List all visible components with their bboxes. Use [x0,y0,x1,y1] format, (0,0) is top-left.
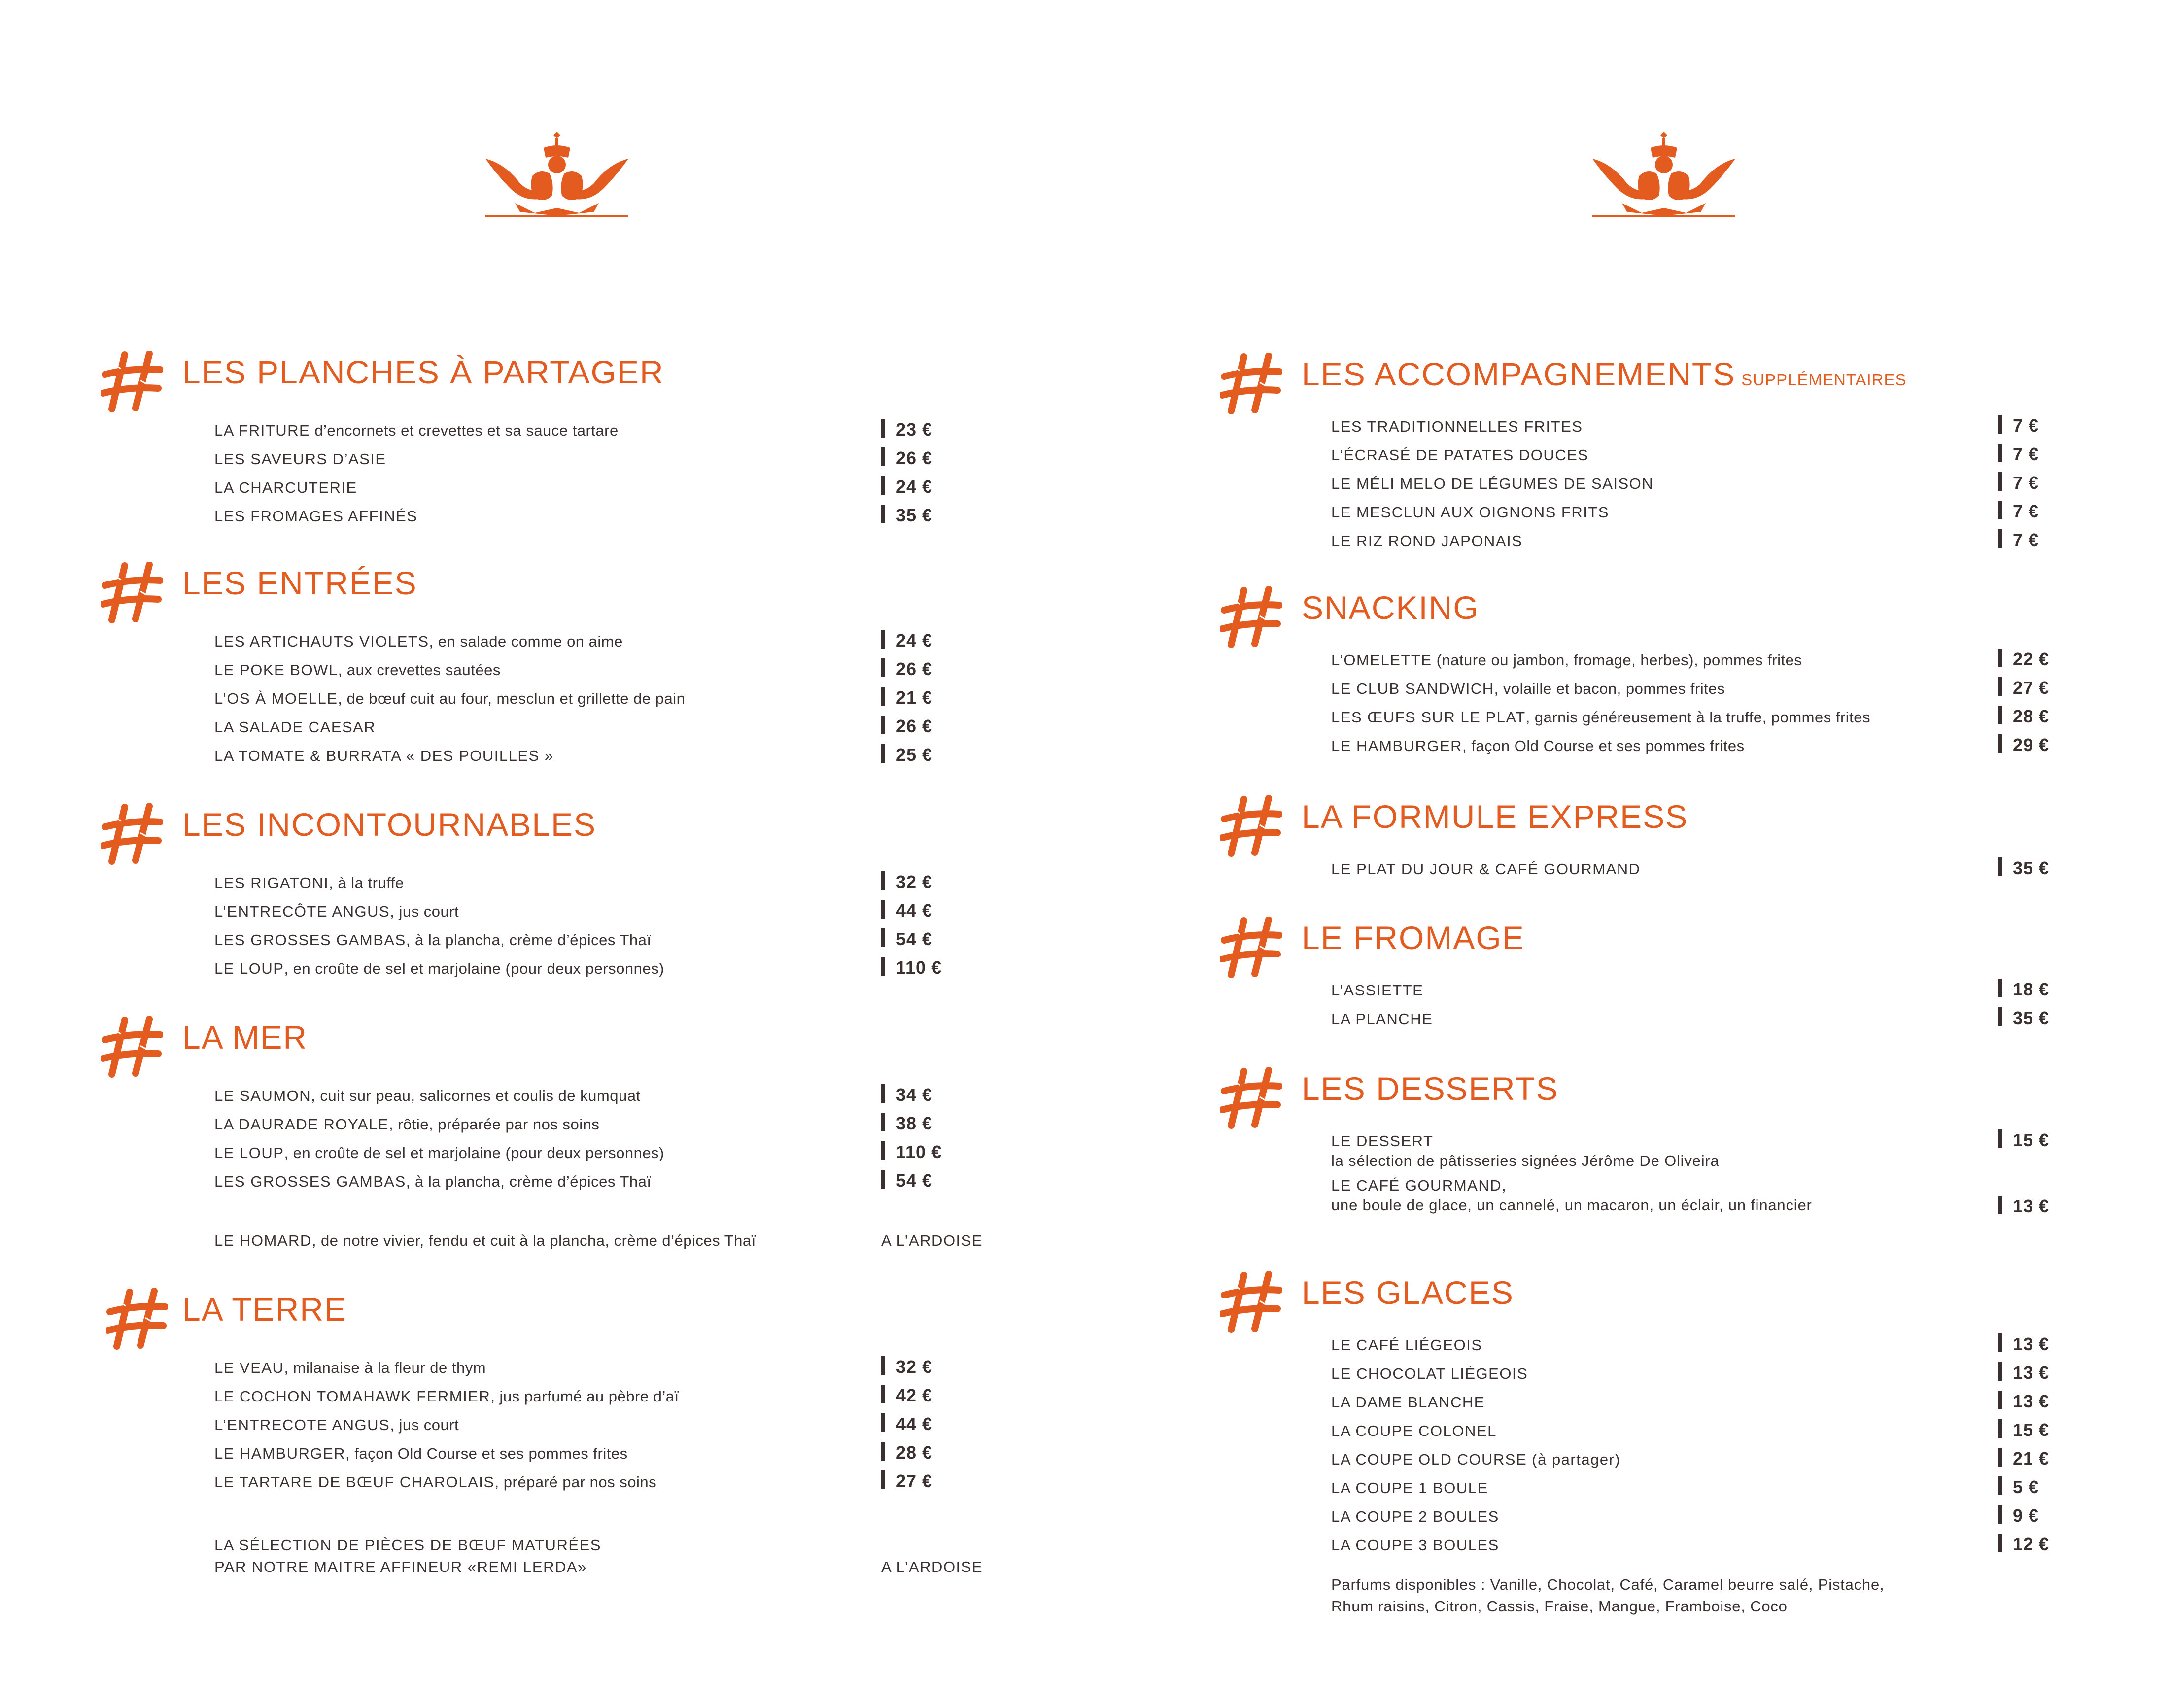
menu-item: L’ENTRECÔTE ANGUS, jus court 44 € [214,900,933,921]
price: 12 € [2013,1534,2050,1554]
section-snacking [1220,586,2169,760]
price: 7 € [2013,473,2039,493]
hashtag-icon [101,351,163,412]
price: 5 € [2013,1477,2039,1497]
menu-item: LES TRADITIONNELLES FRITES 7 € [1331,415,2039,436]
menu-item: LES SAVEURS D’ASIE 26 € [214,448,933,468]
price: 13 € [2013,1363,2050,1383]
section-header [1220,586,2169,646]
menu-item: L’ENTRECOTE ANGUS, jus court 44 € [214,1414,933,1434]
menu-item: LE CAFÉ GOURMAND, une boule de glace, un cannelé, un macaron, un éclair, un financier 13 € [1331,1177,2050,1216]
price: 7 € [2013,444,2039,464]
menu-item: LE SAUMON, cuit sur peau, salicornes et coulis de kumquat 34 € [214,1085,933,1105]
price: 28 € [896,1442,933,1463]
price: 26 € [896,716,933,736]
section-header [1220,1271,2169,1331]
menu-item: LA COUPE 2 BOULES 9 € [1331,1505,2039,1526]
menu-item: LES GROSSES GAMBAS, à la plancha, crème d’épices Thaï 54 € [214,1170,933,1191]
hashtag-icon [1220,917,1282,978]
price: 35 € [2013,1008,2050,1028]
menu-item: LES ARTICHAUTS VIOLETS, en salade comme on aime 24 € [214,630,933,650]
price: 28 € [2013,706,2050,726]
item-list [1331,646,2169,760]
menu-item: LA DAURADE ROYALE, rôtie, préparée par nos soins 38 € [214,1113,933,1133]
item-list [1331,412,2169,555]
menu-item: LE VEAU, milanaise à la fleur de thym 32 € [214,1357,933,1377]
price: 44 € [896,1414,933,1434]
menu-item: LA COUPE COLONEL 15 € [1331,1420,2050,1440]
menu-item: LA DAME BLANCHE 13 € [1331,1391,2050,1411]
menu-item-homard: LE HOMARD, de notre vivier, fendu et cuit à la plancha, crème d’épices Thaï A L’ARDOISE [214,1232,983,1249]
price: 23 € [896,419,933,440]
price: 27 € [2013,678,2050,698]
price: 7 € [2013,530,2039,550]
price: 35 € [896,505,933,525]
item-list [1331,854,2169,883]
menu-item: LA TOMATE & BURRATA « DES POUILLES » 25 € [214,745,933,765]
menu-item: LE MÉLI MELO DE LÉGUMES DE SAISON 7 € [1331,473,2039,493]
price: 34 € [896,1085,933,1105]
section-desserts [1220,1067,2169,1215]
section-formule-express [1220,795,2169,883]
price: 7 € [2013,415,2039,436]
menu-item: LES FROMAGES AFFINÉS 35 € [214,505,933,525]
price: 21 € [2013,1448,2050,1469]
price: 29 € [2013,735,2050,755]
hashtag-icon [101,803,163,865]
section-title: LA FORMULE EXPRESS [1302,798,1688,835]
section-title: LA MER [182,1019,308,1056]
section-title: LES INCONTOURNABLES [182,806,596,843]
item-description: la sélection de pâtisseries signées Jérôme De Oliveira [1331,1152,1720,1169]
flavours-note: Parfums disponibles : Vanille, Chocolat, Café, Caramel beurre salé, Pistache, Rhum raisins, Citron, Cassis, Fraise, Mangue, Framboise, Coco [1331,1576,1885,1615]
section-header [1220,1067,2169,1127]
menu-item: LE DESSERT la sélection de pâtisseries signées Jérôme De Oliveira 15 € [1331,1130,2050,1169]
crest-logo [1592,129,1735,218]
price-ardoise: A L’ARDOISE [881,1558,983,1575]
section-header [1220,795,2169,854]
price: 13 € [2013,1196,2050,1216]
menu-item: LA COUPE OLD COURSE (à partager) 21 € [1331,1448,2050,1469]
item-list [214,416,1052,530]
price: 13 € [2013,1334,2050,1354]
menu-item: LA FRITURE d’encornets et crevettes et sa sauce tartare 23 € [214,419,933,440]
menu-item: LE MESCLUN AUX OIGNONS FRITS 7 € [1331,501,2039,521]
menu-item: LA CHARCUTERIE 24 € [214,477,933,497]
section-header [101,803,1052,862]
price: 24 € [896,630,933,650]
item-list [1331,976,2169,1033]
section-header [1220,353,2169,412]
menu-item: LE TARTARE DE BŒUF CHAROLAIS, préparé par nos soins 27 € [214,1471,933,1491]
price: 22 € [2013,649,2050,669]
price: 54 € [896,1170,933,1191]
price: 42 € [896,1385,933,1405]
menu-item: LA COUPE 3 BOULES 12 € [1331,1534,2050,1554]
menu-item: L’OS À MOELLE, de bœuf cuit au four, mesclun et grillette de pain 21 € [214,687,933,708]
item-description: une boule de glace, un cannelé, un macaron, un éclair, un financier [1331,1196,1812,1214]
menu-item: LE CLUB SANDWICH, volaille et bacon, pommes frites 27 € [1331,678,2050,698]
menu-item: LES RIGATONI, à la truffe 32 € [214,872,933,892]
right-page [1085,0,2170,1708]
section-title: LES GLACES [1302,1274,1514,1311]
price: 13 € [2013,1391,2050,1411]
item-list [214,627,1052,770]
section-fromage [1220,917,2169,1033]
price: 38 € [896,1113,933,1133]
menu-item: LES GROSSES GAMBAS, à la plancha, crème d’épices Thaï 54 € [214,929,933,949]
hashtag-icon [106,1288,168,1350]
section-header [1220,917,2169,976]
menu-item: LE COCHON TOMAHAWK FERMIER, jus parfumé au pèbre d’aï 42 € [214,1385,933,1405]
hashtag-icon [1220,1067,1282,1129]
section-title: LES ACCOMPAGNEMENTS SUPPLÉMENTAIRES [1302,356,1907,392]
price: 110 € [896,1142,942,1162]
price: 25 € [896,745,933,765]
menu-item: L’ASSIETTE 18 € [1331,979,2050,999]
item-list [1331,1331,2169,1617]
price: 26 € [896,659,933,679]
hashtag-icon [1220,1271,1282,1333]
item-list [214,1353,1052,1585]
price: 44 € [896,900,933,921]
menu-item: LE PLAT DU JOUR & CAFÉ GOURMAND 35 € [1331,858,2050,878]
hashtag-icon [1220,586,1282,648]
section-title: LA TERRE [182,1291,347,1328]
hashtag-icon [101,1016,163,1078]
section-title: SNACKING [1302,589,1480,626]
menu-item: LE CHOCOLAT LIÉGEOIS 13 € [1331,1363,2050,1383]
menu-item: LA SALADE CAESAR 26 € [214,716,933,736]
crest-logo [485,129,628,218]
price: 24 € [896,477,933,497]
section-title: LES ENTRÉES [182,565,417,601]
price: 32 € [896,1357,933,1377]
price: 21 € [896,687,933,708]
price: 26 € [896,448,933,468]
section-header [101,562,1052,621]
price: 27 € [896,1471,933,1491]
menu-item: LE LOUP, en croûte de sel et marjolaine (pour deux personnes) 110 € [214,957,942,978]
price: 110 € [896,957,942,978]
hashtag-icon [101,562,163,623]
section-title: LES PLANCHES À PARTAGER [182,354,664,390]
item-list [214,1081,1052,1255]
item-list [214,868,1052,983]
menu-item: LES ŒUFS SUR LE PLAT, garnis généreusement à la truffe, pommes frites 28 € [1331,706,2050,726]
menu-item: L’OMELETTE (nature ou jambon, fromage, herbes), pommes frites 22 € [1331,649,2050,669]
section-header [101,351,1052,410]
price: 9 € [2013,1505,2039,1526]
price: 15 € [2013,1420,2050,1440]
menu-item: LA PLANCHE 35 € [1331,1008,2050,1028]
section-title: LES DESSERTS [1302,1070,1559,1107]
price: 54 € [896,929,933,949]
price: 32 € [896,872,933,892]
price: 7 € [2013,501,2039,521]
section-accompagnements [1220,353,2169,555]
menu-item: LE CAFÉ LIÉGEOIS 13 € [1331,1334,2050,1354]
menu-item: LE RIZ ROND JAPONAIS 7 € [1331,530,2039,550]
price: 18 € [2013,979,2050,999]
section-terre [106,1288,1052,1585]
section-header [101,1016,1052,1075]
price-ardoise: A L’ARDOISE [881,1232,983,1249]
menu-item: LE POKE BOWL, aux crevettes sautées 26 € [214,659,933,679]
menu-item: L’ÉCRASÉ DE PATATES DOUCES 7 € [1331,444,2039,464]
section-glaces [1220,1271,2169,1617]
section-incontournables [101,803,1052,983]
hashtag-icon [1220,795,1282,857]
section-subtitle: SUPPLÉMENTAIRES [1741,371,1907,389]
menu-item-selection-boeuf: LA SÉLECTION DE PIÈCES DE BŒUF MATURÉES PAR NOTRE MAITRE AFFINEUR «REMI LERDA» A L’ARDOISE [214,1537,983,1575]
menu-item: LE HAMBURGER, façon Old Course et ses pommes frites 28 € [214,1442,933,1463]
section-mer [101,1016,1052,1255]
section-entrees [101,562,1052,770]
menu-item: LE LOUP, en croûte de sel et marjolaine (pour deux personnes) 110 € [214,1142,942,1162]
hashtag-icon [1220,353,1282,414]
price: 15 € [2013,1130,2050,1150]
section-planches [101,351,1052,530]
section-title: LE FROMAGE [1302,920,1525,956]
menu-item: LA COUPE 1 BOULE 5 € [1331,1477,2039,1497]
section-header [106,1288,1052,1347]
item-list [1331,1127,2169,1215]
menu-item: LE HAMBURGER, façon Old Course et ses pommes frites 29 € [1331,735,2050,755]
price: 35 € [2013,858,2050,878]
